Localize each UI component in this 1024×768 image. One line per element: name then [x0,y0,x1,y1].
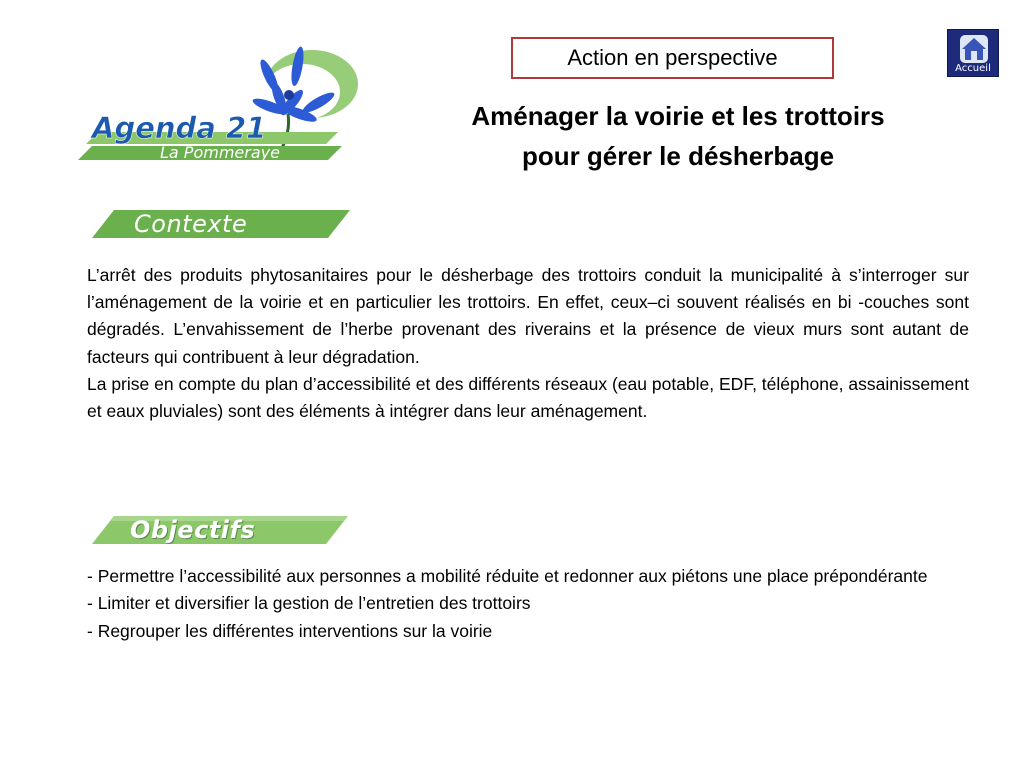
objectif-item-3: - Regrouper les différentes interventions sur la voirie [87,620,493,641]
logo-subtitle: La Pommeraye [160,143,280,162]
home-icon [959,34,989,64]
page-title-line-2: pour gérer le désherbage [521,141,835,171]
contexte-heading-banner [92,210,350,238]
objectif-item-2: - Limiter et diversifier la gestion de l’entretien des trottoirs [87,593,531,614]
agenda21-logo [76,44,366,168]
logo-title: Agenda 21 [92,111,267,145]
flower-logo-graphic [76,44,366,168]
page-title [420,96,936,176]
action-status-label: Action en perspective [567,45,778,70]
home-button[interactable] [947,29,999,77]
contexte-heading: Contexte [134,210,248,238]
objectifs-list [87,563,987,645]
objectifs-heading: Objectifs [130,516,256,544]
page-title-line-1: Aménager la voirie et les trottoirs [471,101,885,131]
contexte-body [87,262,969,425]
home-button-label: Accueil [955,63,991,74]
contexte-paragraph-1: L’arrêt des produits phytosanitaires pour le désherbage des trottoirs conduit la municipalité à s’interroger sur l’aménagement de la voirie et en particulier les trottoirs. En effet, ceux–ci souvent réalisés en bi -couches sont dégradés. L’envahissement de l’herbe provenant des riverains et la présence de vieux murs sont autant de facteurs qui contribuent à leur dégradation. [87,265,969,367]
contexte-paragraph-2: La prise en compte du plan d’accessibilité et des différents réseaux (eau potable, EDF, téléphone, assainissement et eaux pluviales) sont des éléments à intégrer dans leur aménagement. [87,373,970,422]
objectifs-heading-banner [92,516,348,544]
objectif-item-1: - Permettre l’accessibilité aux personnes a mobilité réduite et redonner aux piétons une place prépondérante [87,566,928,586]
action-status-box [511,37,834,79]
